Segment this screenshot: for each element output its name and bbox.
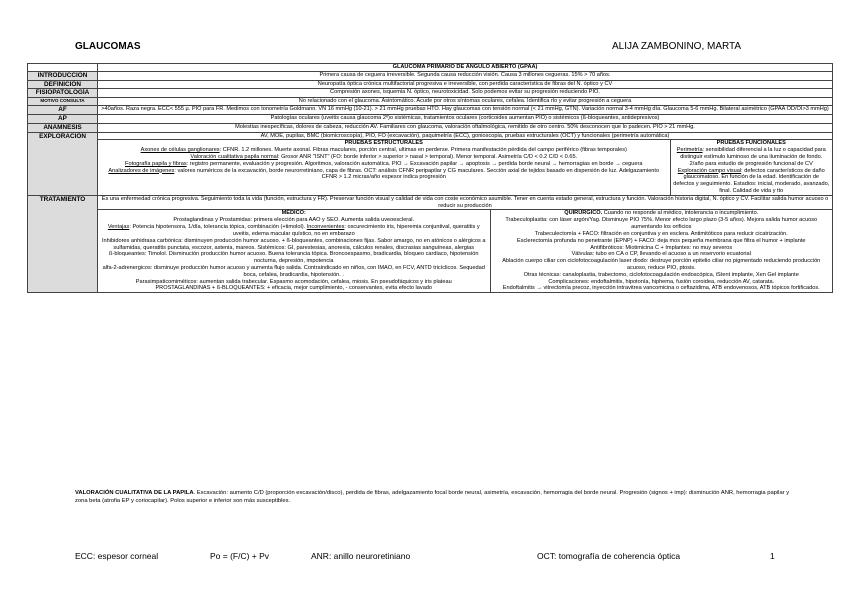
quirurgico-column [490,210,832,292]
fotografia-text: : registro permanente, evaluación y progresión. Algoritmos, valoración automática. PIO → Excavación papilar → apoptosis → perdida borde neural → hemorragias en borde → ceguera [186,160,643,167]
row-label: ANAMNESIS [28,123,98,132]
exploracion-tests [98,140,832,195]
row-text: Molestias inespecíficas, dolores de cabeza, reducción AV. Familiares con glaucoma, valoración oftalmológica, remitido de otro centro. 50% desconocen que lo padecen. PIO > 21 mmHg. [98,123,833,132]
row-text: No relacionado con el glaucoma. Asintomático. Acude por otros síntomas oculares, cefalea. Identifica rlo y evitar progresión a ceguera [98,98,833,106]
perimetria-title: Perimetría [676,147,703,154]
footer-oct: OCT: tomografía de coherencia óptica [537,551,681,561]
row-label: MOTIVO CONSULTA [28,98,98,106]
row-label: TRATAMIENTO [28,195,98,292]
row-text: AV, MOE, pupilas, BMC (biomicroscopía), PIO, FO (excavación), paquimetría (ECC), gonioscopia, pruebas estructurales (OCT) y funcionales (perimetría automática) [98,133,832,141]
row-label: DEFINICIÓN [28,80,98,89]
row-exploracion [28,132,833,195]
papila-text: . Excavación: aumento C/D (proporción excavación/disco), perdida de fibras, adelgazamiento focal borde neural, asimetría, excavación, hemorragia del borde neural. Progresión (signos + imp): disminución ANR, hemorragia papilar y zona beta (atrofia EP y coriocapilar). Polos superior e inferior son más susceptibles. [75,490,790,504]
medico-p4: ß-bloqueantes: Timolol. Disminución producción humor acuoso. Buena tolerancia tópica. Broncoespasmo, bradicardia, bloqueo cardiaco, hipotensión nocturna, depresión, impotencia [109,251,479,265]
structural-tests [98,140,670,195]
quirurgico-p6: Válvulas: tubo en CA o CP, llevando el acuoso a un reservorio ecuatorial [571,251,751,258]
row-fisiopatologia [28,89,833,98]
row-introduccion [28,71,833,80]
row-text: >40años. Raza negra. ECC< 555 µ. PIO para FR. Medimos con tonometría Goldmann. VN 16 mmHg (10-21). > 21 mmHg pruebas HTO. Hay glaucomas con tensión normal (< 21 mmHg, GTN). Variación normal 3-4 mmHg día. Glaucoma 5-6 mmHg. Bilateral asimétrico (GPAA OD/OI>3 mmHg) [98,106,833,115]
analizadores-text: : valores numéricos de la excavación, borde neurorretiniano, capa de fibras. OCT: análisis CFNR peripapilar y CG maculares. Sección axial de tejidos basado en dispersión de luz. Adelgazamiento CFNR > 1.2 micras/año espesor indica progresión [174,167,660,181]
quirurgico-p3: Trabeculectomía + FACO: filtración en conjuntiva y en esclera. Antimitóticos para reducir cicatrización. [534,230,788,237]
medico-p1: Prostaglandinas y Prostamidas: primera elección para AAO y SEO. Aumenta salida uveoescleral. [173,217,415,224]
footer-ecc: ECC: espesor corneal [75,551,159,561]
row-text: Primera causa de ceguera irreversible. Segunda causa reducción visión. Causa 3 millones cegueras. 15% > 70 años. [98,71,833,80]
quirurgico-p4: Esclerectomía profunda no penetrante (EPNP) + FACO: deja mos pequeña membrana que filtra el humor + implante [516,237,806,244]
papila-title: VALORACIÓN CUALITATIVA DE LA PAPILA [75,490,194,496]
tratamiento-options [98,210,832,292]
tratamiento-intro: Es una enfermedad crónica progresiva. Seguimiento toda la vida (función, estructura y FR). Preservar función visual y calidad de vida con coste económico asumible. Tener en cuenta estado general, estructura y función. Valoración historia digital, N. óptico y CV. Facilitar salida humor acuoso o reducir su producción [98,196,832,211]
medico-p3: Inhibidores anhidrasa carbónica: disminuyen producción humor acuoso. + ß-bloqueantes, combinaciones fijas. Sabor amargo, no en atónicos o alérgicos a sulfamidas, queratitis punctata, escozor, astenia, mareos. Sistémicos: GI, parestesias, anorexia, cálculos renales, discrasias sanguíneas, alergias [101,237,486,251]
row-motivo [28,98,833,106]
perimetria-text: : sensibilidad diferencial a la luz o capacidad para distinguir estímulo luminoso de una iluminación de fondo. 2/año para estudio de progresión funcional de CV [680,147,826,167]
medico-p5: alfa-2-adrenergicos: disminuye producción humor acuoso y aumenta flujo salida. Contraindicado en niños, con IMAO, en FCV, ANTD tricíclicos. Sequedad boca, cefalea, bradicardia, hipotensión. . [102,264,485,278]
quirurgico-p1: Cuando no responde al médico, intolerancia o incumplimiento. [603,210,759,217]
row-label: INTRODUCCIÓN [28,71,98,80]
medico-p7: PROSTAGLANDINAS + ß-BLOQUEANTES: + eficacia, mejor cumplimiento, - conservantes, evita efecto lavado [155,285,433,292]
medico-column [98,210,490,292]
cv-title: Exploración campo visual [677,167,742,174]
axones-text: : CFNR. 1.2 millones. Muerte axonal. Fibras maculares, porción central, ultimas en perderse. Primera manifestación pérdida del campo periférico (fibras temporales) [219,147,627,154]
papila-note [75,490,795,506]
row-label: AP [28,114,98,123]
quirurgico-p5: Antifibróticos: Miotimicina C + Implantes: no muy severos [590,244,733,251]
row-text: Neuropatía óptica crónica multifactorial progresiva e irreversible, con perdida característica de fibras del N. óptico y CV [98,80,833,89]
glaucoma-table [27,63,833,293]
footer-anr: ANR: anillo neuroretiniano [311,551,411,561]
page-number: 1 [770,551,775,561]
row-anamnesis [28,123,833,132]
row-ap [28,114,833,123]
quirurgico-p2: Trabeculoplastia: con láser argón/Yag. Disminuye PIO 75%. Menor efecto largo plazo (3-5 años). Mejora salida humor acuoso aumentando los orificios [505,217,818,231]
row-text: Patologías oculares (uveitis causa glaucoma 2º)o sistémicas, tratamientos oculares (corticoides aumentan PIO) o sistémicos (ß-bloqueantes, antidepresivos) [98,114,833,123]
table-heading: GLAUCOMA PRIMARIO DE ÁNGULO ABIERTO (GPAA) [98,64,833,72]
inconvenientes-title: Inconvenientes [306,224,345,231]
medico-title: MÉDICO: [281,210,306,217]
document-title: GLAUCOMAS [75,41,141,52]
analizadores-title: Analizadores de imágenes [108,167,175,174]
author-name: ALIJA ZAMBONINO, MARTA [612,41,742,52]
fotografia-title: Fotografía papila y fibras [125,160,187,167]
row-definicion [28,80,833,89]
functional-tests [670,140,832,195]
medico-p6: Parasimpaticomiméticos: aumentan salida trabecular. Espasmo acomodación, cefalea, miosis. En pseudofáquicos y iris plateau [135,278,452,285]
footer-po-formula: Po = (F/C) + Pv [210,551,270,561]
row-label: FISIOPATOLOGÍA [28,89,98,98]
quirurgico-p10: Endoftalmitis → vitrectomía precoz, inyección intravitrea vancomicina o ceftazidima, ATB endovenosos, ATB tópicos fortificados. [502,285,820,292]
inconvenientes-text: : oscurecimiento iris, hiperemia conjuntival, queratitis y uveitis, edema macular quístico, no en embarazo [232,224,480,237]
structural-title: PRUEBAS ESTRUCTURALES [344,140,423,147]
row-af [28,106,833,115]
valoracion-title: Valoración cualitativa papila normal [190,153,278,160]
valoracion-text: : Grosor ANR "ISNT" (FO: borde inferior > superior > nasal > temporal). Menor temporal. Asimetría C/D < 0.2 C/D < 0.65. [277,153,578,160]
cv-text: : defectos característicos de daño glaucomatoso. En función de la edad. Identificación de defectos y seguimiento. Estadios: inicial, moderado, avanzado, final. Calidad de vida y tto [673,167,830,194]
ventajas-title: Ventajas [107,224,130,231]
functional-title: PRUEBAS FUNCIONALES [716,140,786,147]
row-tratamiento [28,195,833,292]
table-heading-row [28,64,833,72]
quirurgico-p9: Complicaciones: endoftalmitis, hipotonía, hiphema, fusión coroidea, reducción AV, catarata. [548,278,775,285]
quirurgico-p7: Ablación cuerpo ciliar con ciclofotocoagulación laser diodo: destruye porción epitelio ciliar no pigmentado reduciendo producción acuoso, reduce PIO, ptosis. [502,258,821,271]
ventajas-text: : Potencia hipotensora, 1/día, tolerancia tópica, combinación (+timolol). [129,224,307,231]
row-text: Compresión axones, isquemia N. óptico, neurotoxicidad. Solo podemos evitar su progresión reduciendo PIO. [98,89,833,98]
row-label: AF [28,106,98,115]
row-label: EXPLORACIÓN [28,132,98,195]
quirurgico-p8: Otras técnicas: canaloplastia, trabectomo, ciclofotocoagulación endoscópica, iStent implante, Xen Gel implante [523,271,799,278]
axones-title: Axones de células ganglionares [140,147,220,154]
quirurgico-title: QUIRÚRGICO. [564,210,603,217]
